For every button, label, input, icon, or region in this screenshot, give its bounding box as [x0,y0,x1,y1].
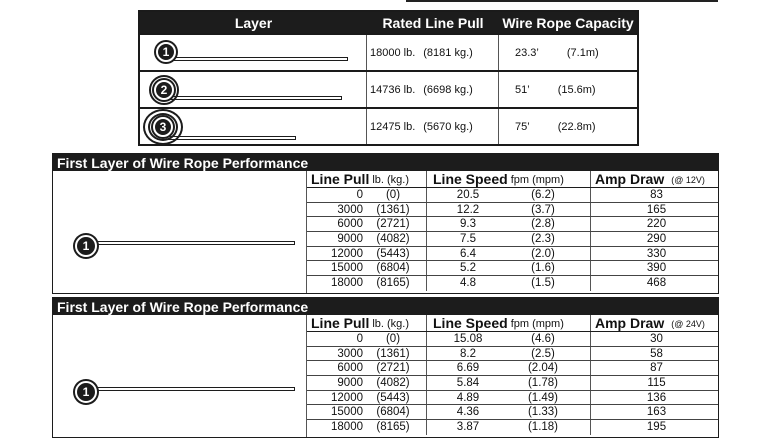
layer-1-illustration [140,35,367,70]
header-line-pull [307,315,427,331]
pull-kg: (8165) [376,421,410,434]
speed-mpm: (2.3) [531,232,555,245]
layer-row-1 [140,33,637,70]
line-pull-cell [307,405,427,419]
performance-grid [307,171,718,291]
line-pull-cell [307,217,427,231]
speed-fpm: 4.36 [456,406,480,419]
speed-mpm: (4.6) [531,332,555,345]
amp-draw-cell: 87 [650,362,663,375]
speed-mpm: (2.04) [527,362,559,375]
speed-mpm: (2.8) [531,218,555,231]
performance-title: First Layer of Wire Rope Performance [53,298,718,315]
performance-header [307,171,718,188]
speed-mpm: (2.0) [531,247,555,260]
pull-lb: 3000 [337,203,363,216]
line-pull-label: Line Pull [311,171,370,187]
rated-pull-cell [367,72,499,107]
pull-kg: (2721) [376,218,410,231]
pull-lb: 3000 [337,347,363,360]
speed-mpm: (1.33) [527,406,559,419]
capacity-m: (15.6m) [557,83,596,96]
speed-mpm: (1.49) [527,391,559,404]
capacity-ft: 51’ [515,83,530,96]
layer-row-2 [140,70,637,107]
speed-fpm: 7.5 [460,232,476,245]
amp-draw-cell: 136 [646,391,667,404]
layer-capacity-table [138,10,639,146]
speed-fpm: 15.08 [453,332,483,345]
layer-badge: 1 [156,42,176,62]
line-speed-label: Line Speed [433,315,508,331]
table-row [307,261,718,276]
header-line-pull [307,171,427,187]
table-row [307,276,718,291]
speed-mpm: (6.2) [531,188,555,201]
layer-2-illustration [140,72,367,107]
performance-header [307,315,718,332]
line-speed-cell [427,376,591,390]
header-line-speed [427,315,591,331]
amp-draw-cell: 115 [647,376,666,389]
capacity-m: (7.1m) [566,46,599,59]
performance-body [53,315,718,437]
amp-draw-cell: 30 [650,332,663,345]
pull-lb: 15000 [331,406,363,419]
pull-lb: 18000 [331,277,363,290]
amp-draw-label: Amp Draw [595,315,665,331]
header-line-speed [427,171,591,187]
speed-fpm: 4.8 [460,277,476,290]
speed-fpm: 20.5 [456,188,480,201]
layer-badge: 2 [154,80,174,100]
line-speed-label: Line Speed [433,171,508,187]
pull-kg: (5443) [376,391,410,404]
speed-fpm: 8.2 [460,347,476,360]
amp-draw-unit: (@ 12V) [671,175,705,185]
performance-body [53,171,718,293]
line-pull-cell [307,391,427,405]
line-speed-cell [427,420,591,435]
line-pull-cell [307,232,427,246]
line-pull-cell [307,361,427,375]
pull-lb: 6000 [337,362,363,375]
amp-draw-unit: (@ 24V) [671,319,705,329]
pull-kg: (6804) [376,262,410,275]
header-amp-draw [591,315,718,331]
speed-mpm: (3.7) [531,203,555,216]
rope-line-icon [164,136,296,140]
amp-draw-cell: 468 [646,277,667,290]
capacity-cell [499,72,637,107]
table-row [307,247,718,262]
amp-draw-cell: 220 [646,218,667,231]
speed-fpm: 5.84 [456,376,480,389]
pull-kg: (6698 kg.) [423,83,473,96]
header-rated-line-pull: Rated Line Pull [382,14,484,31]
performance-illustration [53,315,307,437]
layer-badge: 1 [75,235,97,257]
line-speed-cell [427,405,591,419]
line-pull-cell [307,332,427,346]
amp-draw-cell: 290 [646,232,667,245]
table-row [307,332,718,347]
pull-kg: (0) [385,332,401,345]
amp-draw-cell: 163 [646,406,667,419]
pull-lb: 18000 [331,421,363,434]
rope-line-icon [83,387,295,391]
table-row [307,420,718,435]
amp-draw-cell: 58 [650,347,663,360]
table-row [307,405,718,420]
speed-mpm: (1.78) [527,376,559,389]
speed-fpm: 6.69 [456,362,480,375]
rope-line-icon [162,96,342,100]
pull-lb: 9000 [337,232,363,245]
performance-grid [307,315,718,435]
line-pull-cell [307,203,427,217]
line-speed-unit: fpm (mpm) [510,174,564,186]
table-row [307,232,718,247]
table-row [307,376,718,391]
pull-kg: (1361) [376,203,410,216]
pull-lb: 14736 lb. [370,83,416,96]
layer-badge: 1 [75,381,97,403]
capacity-cell [499,35,637,70]
amp-draw-cell: 165 [646,203,667,216]
capacity-ft: 23.3’ [515,46,539,59]
line-speed-cell [427,247,591,261]
line-speed-cell [427,188,591,202]
line-pull-cell [307,376,427,390]
line-speed-cell [427,276,591,291]
line-pull-cell [307,261,427,275]
top-rule [406,0,718,2]
amp-draw-cell: 83 [650,188,663,201]
pull-lb: 0 [356,188,363,201]
speed-mpm: (1.6) [531,262,555,275]
line-pull-cell [307,420,427,435]
line-pull-cell [307,276,427,291]
layer-badge: 3 [153,117,173,137]
header-wire-rope-capacity: Wire Rope Capacity [502,14,634,31]
amp-draw-label: Amp Draw [595,171,665,187]
line-speed-cell [427,203,591,217]
layer-3-illustration [140,109,367,144]
speed-mpm: (1.18) [527,421,559,434]
line-speed-cell [427,391,591,405]
rated-pull-cell [367,35,499,70]
pull-lb: 9000 [337,376,363,389]
pull-lb: 12000 [331,247,363,260]
speed-mpm: (1.5) [531,277,555,290]
table-row [307,347,718,362]
speed-fpm: 3.87 [456,421,480,434]
speed-fpm: 4.89 [456,391,480,404]
pull-lb: 15000 [331,262,363,275]
line-pull-cell [307,347,427,361]
line-pull-cell [307,188,427,202]
pull-kg: (8165) [376,277,410,290]
capacity-m: (22.8m) [557,120,596,133]
amp-draw-cell: 195 [646,421,667,434]
pull-kg: (5443) [376,247,410,260]
performance-table-12v [52,153,719,294]
pull-kg: (5670 kg.) [423,120,473,133]
line-speed-cell [427,217,591,231]
performance-title: First Layer of Wire Rope Performance [53,154,718,171]
line-speed-cell [427,232,591,246]
line-pull-cell [307,247,427,261]
layer-table-header [140,12,637,33]
performance-rows [307,188,718,291]
rated-pull-cell [367,109,499,144]
line-speed-unit: fpm (mpm) [510,318,564,330]
speed-fpm: 6.4 [460,247,476,260]
line-pull-label: Line Pull [311,315,370,331]
pull-kg: (2721) [376,362,410,375]
speed-fpm: 5.2 [460,262,476,275]
pull-kg: (1361) [376,347,410,360]
pull-lb: 18000 lb. [370,46,416,59]
performance-rows [307,332,718,435]
speed-fpm: 12.2 [456,203,480,216]
pull-kg: (4082) [376,232,410,245]
capacity-cell [499,109,637,144]
capacity-ft: 75’ [515,120,530,133]
pull-lb: 12475 lb. [370,120,416,133]
pull-kg: (0) [385,188,401,201]
table-row [307,217,718,232]
layer-row-3 [140,107,637,144]
header-layer: Layer [234,14,273,31]
rope-line-icon [160,57,348,61]
performance-illustration [53,171,307,293]
line-pull-unit: lb. (kg.) [372,318,410,330]
header-amp-draw [591,171,718,187]
speed-mpm: (2.5) [531,347,555,360]
line-pull-unit: lb. (kg.) [372,174,410,186]
speed-fpm: 9.3 [460,218,476,231]
pull-kg: (6804) [376,406,410,419]
line-speed-cell [427,347,591,361]
pull-kg: (8181 kg.) [423,46,473,59]
rope-line-icon [83,241,295,245]
performance-table-24v [52,297,719,438]
pull-kg: (4082) [376,376,410,389]
table-row [307,203,718,218]
pull-lb: 6000 [337,218,363,231]
table-row [307,391,718,406]
amp-draw-cell: 390 [646,262,667,275]
amp-draw-cell: 330 [646,247,667,260]
line-speed-cell [427,332,591,346]
pull-lb: 12000 [331,391,363,404]
line-speed-cell [427,361,591,375]
table-row [307,361,718,376]
pull-lb: 0 [356,332,363,345]
line-speed-cell [427,261,591,275]
table-row [307,188,718,203]
